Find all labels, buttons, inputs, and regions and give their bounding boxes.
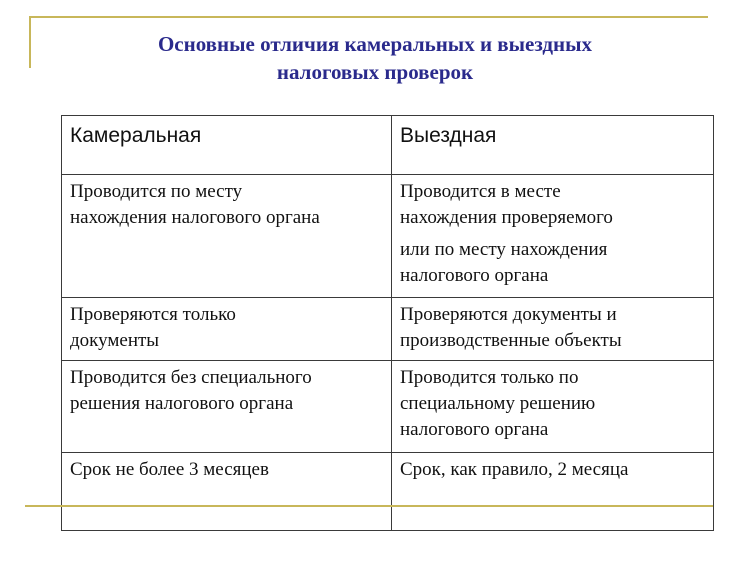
table-row xyxy=(62,175,714,298)
cell-vyezdnaya xyxy=(392,298,714,361)
cell-text: нахождения проверяемого xyxy=(400,207,613,228)
cell-text: специальному решению xyxy=(400,393,596,414)
left-accent-line xyxy=(29,16,31,68)
cell-text: Проводится без специального xyxy=(70,367,312,388)
cell-text: Срок не более 3 месяцев xyxy=(70,459,269,480)
cell-text: нахождения налогового органа xyxy=(70,207,320,228)
cell-text: или по месту нахождения xyxy=(400,239,608,260)
header-vyezdnaya: Выездная xyxy=(392,116,714,175)
cell-text: налогового органа xyxy=(400,265,549,286)
title-line-1: Основные отличия камеральных и выездных xyxy=(157,32,593,56)
cell-vyezdnaya xyxy=(392,453,714,531)
cell-text: документы xyxy=(70,330,160,351)
cell-kameralnaya xyxy=(62,453,392,531)
table-header-row xyxy=(62,116,714,175)
cell-text: налогового органа xyxy=(400,419,549,440)
cell-kameralnaya xyxy=(62,361,392,453)
cell-text: Проводится в месте xyxy=(400,181,561,202)
table-row xyxy=(62,453,714,531)
cell-text: Проверяются только xyxy=(70,304,236,325)
cell-text: Проводится по месту xyxy=(70,181,243,202)
cell-text: решения налогового органа xyxy=(70,393,294,414)
cell-kameralnaya xyxy=(62,175,392,298)
comparison-table xyxy=(61,115,714,531)
cell-text: производственные объекты xyxy=(400,330,622,351)
header-kameralnaya: Камеральная xyxy=(62,116,392,175)
slide-title xyxy=(70,30,680,86)
cell-kameralnaya xyxy=(62,298,392,361)
title-line-2: налоговых проверок xyxy=(276,60,474,84)
table-row xyxy=(62,298,714,361)
cell-text: Срок, как правило, 2 месяца xyxy=(400,459,629,480)
cell-text: Проводится только по xyxy=(400,367,579,388)
cell-vyezdnaya xyxy=(392,175,714,298)
table-row xyxy=(62,361,714,453)
bottom-accent-line xyxy=(25,505,713,507)
cell-text: Проверяются документы и xyxy=(400,304,617,325)
top-accent-line xyxy=(30,16,708,18)
cell-vyezdnaya xyxy=(392,361,714,453)
